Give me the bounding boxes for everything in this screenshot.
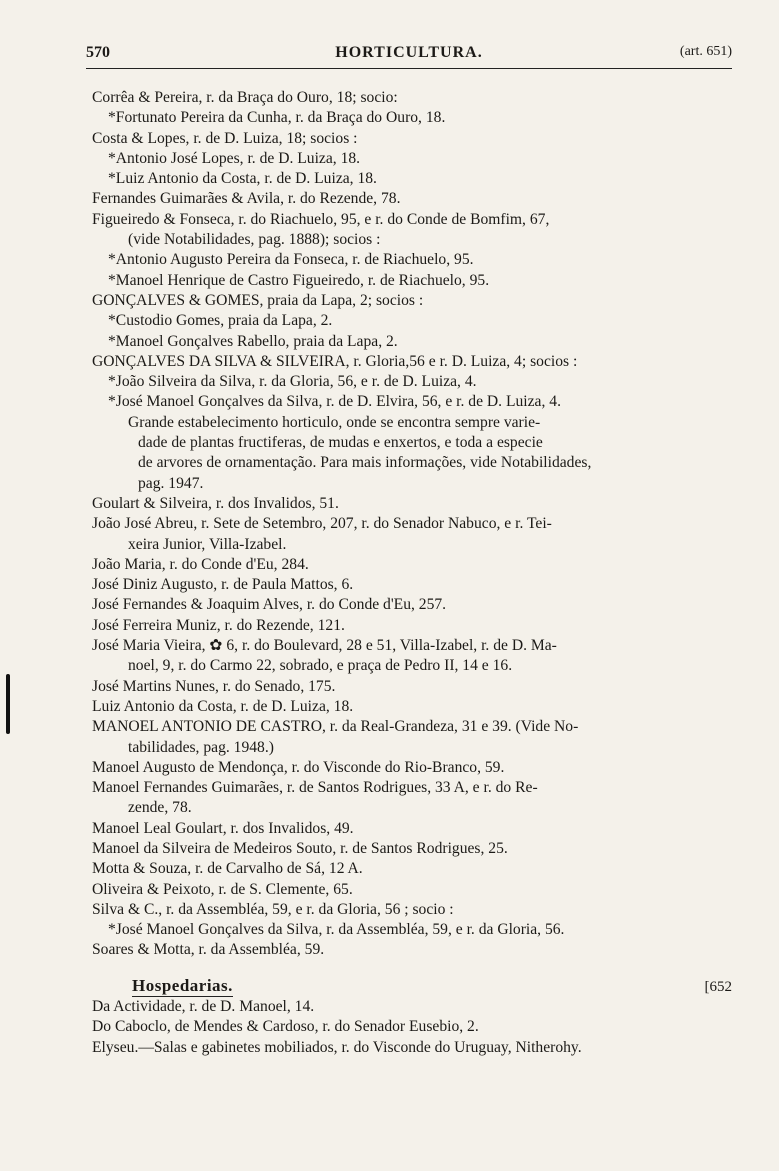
text-line: Figueiredo & Fonseca, r. do Riachuelo, 95, e r. do Conde de Bomfim, 67, bbox=[92, 210, 550, 228]
article-reference: (art. 651) bbox=[679, 44, 732, 59]
text-line: *Manoel Gonçalves Rabello, praia da Lapa, 2. bbox=[108, 332, 398, 350]
text-line: João Maria, r. do Conde d'Eu, 284. bbox=[92, 555, 309, 573]
running-title: HORTICULTURA. bbox=[335, 44, 483, 61]
text-line: xeira Junior, Villa-Izabel. bbox=[128, 535, 287, 553]
text-line: *Manoel Henrique de Castro Figueiredo, r. de Riachuelo, 95. bbox=[108, 271, 490, 289]
text-line: Manoel Fernandes Guimarães, r. de Santos Rodrigues, 33 A, e r. do Re- bbox=[92, 779, 538, 797]
text-line: *Luiz Antonio da Costa, r. de D. Luiza, 18. bbox=[108, 170, 377, 188]
text-line: *Custodio Gomes, praia da Lapa, 2. bbox=[108, 312, 333, 330]
text-line: Corrêa & Pereira, r. da Braça do Ouro, 18; socio: bbox=[92, 89, 398, 106]
text-line: Grande estabelecimento horticulo, onde se encontra sempre varie- bbox=[128, 413, 541, 431]
text-line: Elyseu.—Salas e gabinetes mobiliados, r. do Visconde do Uruguay, Nitherohy. bbox=[92, 1038, 582, 1056]
section-number: [652 bbox=[704, 978, 732, 995]
text-line: Soares & Motta, r. da Assembléa, 59. bbox=[92, 941, 325, 959]
text-line: *Antonio José Lopes, r. de D. Luiza, 18. bbox=[108, 149, 361, 167]
page-header bbox=[86, 44, 732, 69]
text-line: GONÇALVES DA SILVA & SILVEIRA, r. Gloria,56 e r. D. Luiza, 4; socios : bbox=[92, 352, 578, 370]
text-line: Manoel da Silveira de Medeiros Souto, r. de Santos Rodrigues, 25. bbox=[92, 839, 508, 857]
text-line: Costa & Lopes, r. de D. Luiza, 18; socios : bbox=[92, 129, 358, 147]
text-line: tabilidades, pag. 1948.) bbox=[128, 738, 274, 756]
text-line: (vide Notabilidades, pag. 1888); socios : bbox=[128, 231, 381, 249]
text-line: José Fernandes & Joaquim Alves, r. do Conde d'Eu, 257. bbox=[92, 596, 447, 614]
text-line: José Martins Nunes, r. do Senado, 175. bbox=[92, 677, 336, 695]
text-line: Manoel Augusto de Mendonça, r. do Visconde do Rio-Branco, 59. bbox=[92, 758, 505, 776]
section-title: Hospedarias. bbox=[132, 977, 233, 997]
text-line: noel, 9, r. do Carmo 22, sobrado, e praça de Pedro II, 14 e 16. bbox=[128, 657, 513, 675]
text-line: Luiz Antonio da Costa, r. de D. Luiza, 18. bbox=[92, 697, 354, 715]
text-line: Da Actividade, r. de D. Manoel, 14. bbox=[92, 998, 315, 1016]
text-line: *José Manoel Gonçalves da Silva, r. de D. Elvira, 56, e r. de D. Luiza, 4. bbox=[108, 393, 561, 411]
text-line: zende, 78. bbox=[128, 799, 192, 817]
text-line: de arvores de ornamentação. Para mais informações, vide Notabilidades, bbox=[138, 454, 592, 472]
text-line: pag. 1947. bbox=[138, 474, 204, 492]
text-line: *José Manoel Gonçalves da Silva, r. da Assembléa, 59, e r. da Gloria, 56. bbox=[108, 921, 565, 939]
margin-mark bbox=[6, 674, 10, 734]
text-line: MANOEL ANTONIO DE CASTRO, r. da Real-Grandeza, 31 e 39. (Vide No- bbox=[92, 718, 579, 736]
text-line: Goulart & Silveira, r. dos Invalidos, 51. bbox=[92, 494, 339, 512]
text-line: *João Silveira da Silva, r. da Gloria, 56, e r. de D. Luiza, 4. bbox=[108, 373, 477, 391]
entry-list bbox=[92, 88, 738, 961]
section-spacer bbox=[92, 961, 738, 977]
text-line: GONÇALVES & GOMES, praia da Lapa, 2; socios : bbox=[92, 291, 424, 309]
text-line: Silva & C., r. da Assembléa, 59, e r. da Gloria, 56 ; socio : bbox=[92, 900, 454, 918]
section-entry-list bbox=[92, 997, 738, 1058]
text-line: dade de plantas fructiferas, de mudas e enxertos, e toda a especie bbox=[138, 434, 543, 452]
text-line: José Maria Vieira, ✿ 6, r. do Boulevard, 28 e 51, Villa-Izabel, r. de D. Ma- bbox=[92, 637, 557, 655]
text-line: José Diniz Augusto, r. de Paula Mattos, 6. bbox=[92, 576, 354, 594]
text-line: João José Abreu, r. Sete de Setembro, 207, r. do Senador Nabuco, e r. Tei- bbox=[92, 515, 552, 533]
text-line: *Fortunato Pereira da Cunha, r. da Braça do Ouro, 18. bbox=[108, 109, 446, 127]
text-line: Motta & Souza, r. de Carvalho de Sá, 12 A. bbox=[92, 860, 363, 878]
page-number: 570 bbox=[86, 44, 110, 61]
text-line: Fernandes Guimarães & Avila, r. do Rezende, 78. bbox=[92, 190, 401, 208]
text-line: *Antonio Augusto Pereira da Fonseca, r. de Riachuelo, 95. bbox=[108, 251, 474, 269]
section-heading-row bbox=[92, 977, 732, 997]
text-line: José Ferreira Muniz, r. do Rezende, 121. bbox=[92, 616, 345, 634]
listing-body bbox=[92, 88, 738, 1058]
text-line: Oliveira & Peixoto, r. de S. Clemente, 65. bbox=[92, 880, 353, 898]
text-line: Do Caboclo, de Mendes & Cardoso, r. do Senador Eusebio, 2. bbox=[92, 1018, 479, 1036]
text-line: Manoel Leal Goulart, r. dos Invalidos, 49. bbox=[92, 819, 354, 837]
